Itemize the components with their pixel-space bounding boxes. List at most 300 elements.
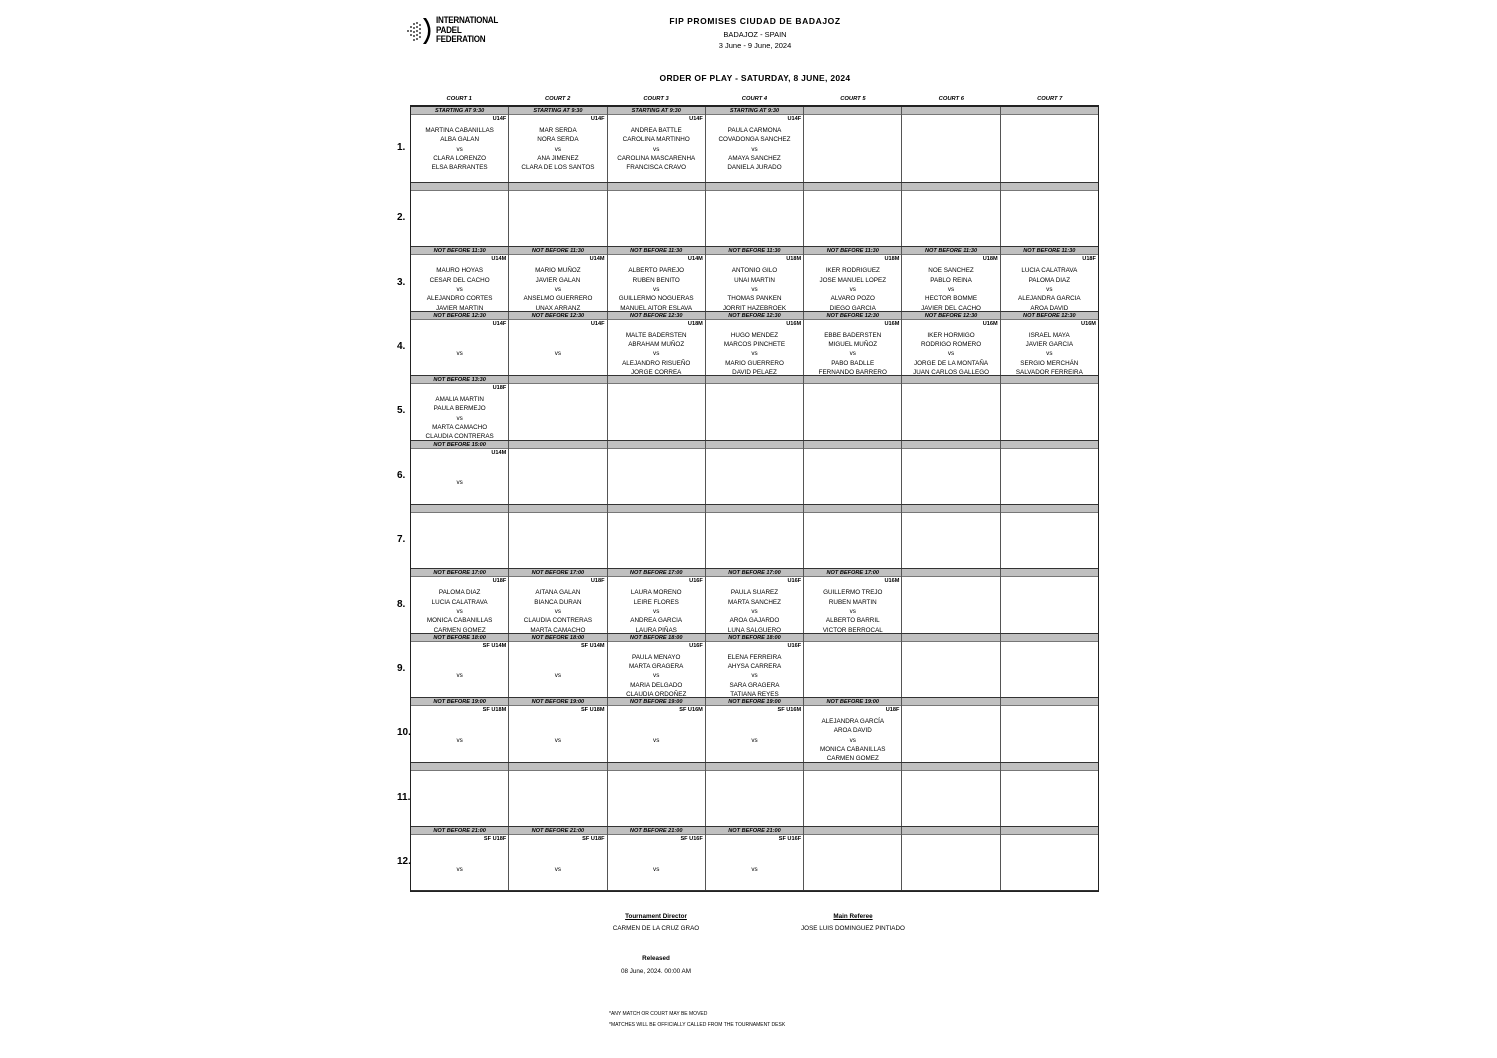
- player-name: TATIANA REYES: [730, 690, 779, 698]
- empty-cell: [509, 376, 607, 439]
- match-category: U16F: [787, 642, 802, 649]
- start-time-band: [902, 763, 999, 771]
- empty-cell: [1001, 376, 1098, 439]
- match-cell: [509, 107, 607, 182]
- start-time-band: [509, 183, 606, 191]
- start-time-band: [902, 107, 999, 115]
- vs-label: vs: [751, 607, 758, 615]
- match-cell: [804, 569, 902, 632]
- start-time-band: STARTING AT 9:30: [411, 107, 508, 115]
- empty-cell: [804, 107, 902, 182]
- start-time-band: [608, 183, 705, 191]
- start-time-band: NOT BEFORE 21:00: [509, 827, 606, 835]
- vs-label: vs: [849, 350, 856, 358]
- vs-label: vs: [849, 607, 856, 615]
- match-category: U14F: [590, 320, 605, 327]
- empty-cell: [1001, 183, 1098, 246]
- start-time-band: NOT BEFORE 12:30: [608, 312, 705, 320]
- start-time-band: NOT BEFORE 17:00: [509, 569, 606, 577]
- player-name: ALEJANDRO CORTES: [426, 295, 493, 303]
- note: *ANY MATCH OR COURT MAY BE MOVED: [609, 1011, 708, 1017]
- match-category: U18F: [492, 385, 507, 392]
- match-cell: [608, 827, 706, 890]
- empty-cell: [411, 505, 509, 568]
- empty-cell: [804, 505, 902, 568]
- match-cell: [509, 569, 607, 632]
- start-time-band: [509, 441, 606, 449]
- player-name: ALEJANDRA GARCIA: [1018, 295, 1081, 303]
- match-cell: [706, 569, 804, 632]
- tournament-title: FIP PROMISES CIUDAD DE BADAJOZ: [669, 16, 841, 26]
- match-cell: [706, 698, 804, 761]
- player-name: [411, 874, 508, 883]
- match-category: U16M: [884, 578, 900, 585]
- match-cell: [509, 698, 607, 761]
- match-category: U14M: [491, 449, 507, 456]
- empty-cell: [509, 183, 607, 246]
- match-cell: [1001, 312, 1098, 375]
- start-time-band: NOT BEFORE 12:30: [411, 312, 508, 320]
- match-cell: [804, 698, 902, 761]
- match-category: SF U14M: [482, 642, 507, 649]
- vs-label: vs: [1046, 285, 1053, 293]
- player-name: LUCIA CALATRAVA: [431, 598, 488, 606]
- vs-label: vs: [456, 145, 463, 153]
- start-time-band: [706, 763, 803, 771]
- start-time-band: NOT BEFORE 12:30: [902, 312, 999, 320]
- start-time-band: NOT BEFORE 17:00: [804, 569, 901, 577]
- match-category: U14F: [492, 320, 507, 327]
- player-name: MALTE BADERSTEN: [625, 331, 687, 339]
- vs-label: vs: [554, 736, 562, 744]
- empty-cell: [902, 376, 1000, 439]
- vs-label: vs: [554, 145, 562, 153]
- player-name: ALBERTO BARRIL: [825, 617, 880, 625]
- match-cell: [509, 827, 607, 890]
- vs-label: vs: [653, 736, 660, 744]
- player-name: [509, 855, 606, 864]
- player-name: [509, 874, 606, 883]
- match-category: U18M: [982, 256, 998, 263]
- player-name: JAVIER GARCIA: [1025, 341, 1074, 349]
- match-cell: [411, 247, 509, 310]
- empty-cell: [706, 505, 804, 568]
- vs-label: vs: [751, 672, 758, 680]
- match-category: U16M: [1081, 320, 1096, 327]
- player-name: ALVARO POZO: [830, 295, 875, 303]
- match-category: SF U16F: [680, 835, 703, 842]
- vs-label: vs: [751, 285, 758, 293]
- start-time-band: NOT BEFORE 18:00: [706, 634, 803, 642]
- row-number: 5.: [397, 405, 406, 417]
- start-time-band: [1001, 505, 1098, 513]
- player-name: JORRIT HAZEBROEK: [722, 304, 787, 312]
- player-name: ANDREA GARCIA: [630, 617, 683, 625]
- vs-label: vs: [653, 672, 660, 680]
- empty-cell: [608, 441, 706, 504]
- player-name: JAVIER DEL CACHO: [921, 304, 981, 312]
- player-name: ANA JIMENEZ: [537, 154, 579, 162]
- player-name: AROA DAVID: [833, 727, 872, 735]
- match-cell: [411, 312, 509, 375]
- empty-cell: [1001, 634, 1098, 697]
- player-name: ANTONIO GILO: [731, 267, 778, 275]
- player-name: JOSE MANUEL LOPEZ: [819, 276, 887, 284]
- vs-label: vs: [751, 736, 758, 744]
- player-name: PAULA BERMEJO: [433, 405, 486, 413]
- start-time-band: [1001, 376, 1098, 384]
- start-time-band: NOT BEFORE 19:00: [411, 698, 508, 706]
- start-time-band: NOT BEFORE 19:00: [804, 698, 901, 706]
- start-time-band: [509, 505, 606, 513]
- start-time-band: NOT BEFORE 19:00: [509, 698, 606, 706]
- start-time-band: [608, 376, 705, 384]
- match-players: [804, 266, 901, 312]
- schedule-row: [397, 698, 1098, 763]
- empty-cell: [608, 183, 706, 246]
- empty-cell: [1001, 698, 1098, 761]
- match-category: U14F: [787, 116, 802, 122]
- player-name: MAURO HOYAS: [436, 267, 484, 275]
- vs-label: vs: [947, 285, 955, 293]
- player-name: PALOMA DIAZ: [438, 589, 481, 597]
- match-cell: [902, 312, 1000, 375]
- vs-label: vs: [653, 607, 660, 615]
- vs-label: vs: [456, 414, 463, 422]
- match-players: [608, 588, 705, 634]
- row-number: 4.: [397, 340, 406, 352]
- vs-label: vs: [456, 479, 463, 487]
- start-time-band: [509, 763, 606, 771]
- match-players: [608, 126, 705, 172]
- match-players: [902, 331, 999, 377]
- player-name: [706, 874, 803, 883]
- empty-cell: [706, 183, 804, 246]
- player-name: [411, 846, 508, 855]
- empty-cell: [509, 505, 607, 568]
- player-name: MARIO GUERRERO: [725, 359, 784, 367]
- player-name: [608, 726, 705, 735]
- player-name: AITANA GALAN: [535, 589, 581, 597]
- player-name: GUILLERMO NOGUERAS: [618, 295, 694, 303]
- tournament-dates: 3 June - 9 June, 2024: [718, 41, 792, 50]
- match-players: [804, 331, 901, 377]
- player-name: [411, 662, 508, 671]
- start-time-band: NOT BEFORE 19:00: [608, 698, 705, 706]
- player-name: CARMEN GOMEZ: [433, 626, 486, 634]
- match-category: U14F: [492, 116, 507, 122]
- player-name: [608, 874, 705, 883]
- schedule-row: [397, 183, 1098, 247]
- row-number: 2.: [397, 212, 406, 224]
- empty-cell: [902, 505, 1000, 568]
- empty-cell: [804, 441, 902, 504]
- start-time-band: [509, 376, 606, 384]
- empty-cell: [706, 763, 804, 826]
- start-time-band: NOT BEFORE 17:00: [608, 569, 705, 577]
- vs-label: vs: [947, 350, 955, 358]
- match-category: U16F: [689, 578, 703, 585]
- player-name: ANSELMO GUERRERO: [523, 295, 593, 303]
- match-players: [804, 588, 901, 634]
- start-time-band: NOT BEFORE 18:00: [509, 634, 606, 642]
- match-players: [608, 266, 705, 312]
- match-players: [706, 653, 803, 699]
- player-name: CLARA LORENZO: [433, 154, 487, 162]
- player-name: PAULA SUAREZ: [730, 589, 779, 597]
- start-time-band: [804, 505, 901, 513]
- start-time-band: [804, 376, 901, 384]
- player-name: MAR SERDA: [539, 127, 577, 134]
- logo-line: PADEL: [436, 24, 462, 36]
- player-name: VICTOR BERROCAL: [822, 626, 883, 634]
- player-name: UNAI MARTIN: [734, 276, 775, 284]
- start-time-band: NOT BEFORE 15:00: [411, 441, 508, 449]
- start-time-band: [411, 763, 508, 771]
- vs-label: vs: [456, 350, 463, 358]
- player-name: [706, 717, 803, 726]
- match-players: [706, 846, 803, 892]
- player-name: AROA GAJARDO: [729, 617, 780, 625]
- start-time-band: STARTING AT 9:30: [706, 107, 803, 115]
- player-name: [411, 726, 508, 735]
- empty-cell: [902, 183, 1000, 246]
- empty-cell: [509, 763, 607, 826]
- match-cell: [509, 312, 607, 375]
- player-name: ALEJANDRA GARCÍA: [821, 718, 885, 726]
- empty-cell: [1001, 569, 1098, 632]
- player-name: [509, 331, 606, 340]
- match-cell: [804, 247, 902, 310]
- match-cell: [706, 634, 804, 697]
- player-name: MARTINA CABANILLAS: [425, 127, 494, 134]
- start-time-band: [1001, 698, 1098, 706]
- start-time-band: STARTING AT 9:30: [509, 107, 606, 115]
- player-name: [608, 846, 705, 855]
- player-name: PABO BADLLE: [831, 359, 875, 367]
- schedule-row: [397, 505, 1098, 569]
- match-players: [706, 331, 803, 377]
- player-name: LEIRE FLORES: [633, 598, 679, 606]
- match-cell: [411, 827, 509, 890]
- empty-cell: [804, 183, 902, 246]
- vs-label: vs: [653, 350, 660, 358]
- player-name: [608, 717, 705, 726]
- empty-cell: [902, 827, 1000, 890]
- player-name: MARIO MUÑOZ: [535, 267, 581, 275]
- start-time-band: [804, 763, 901, 771]
- match-players: [509, 846, 606, 892]
- released-label: Released: [642, 955, 670, 962]
- start-time-band: NOT BEFORE 21:00: [608, 827, 705, 835]
- match-cell: [411, 634, 509, 697]
- player-name: FRANCISCA CRAVO: [626, 164, 687, 172]
- schedule-row: [397, 763, 1098, 827]
- row-number: 8.: [397, 598, 406, 610]
- start-time-band: [902, 634, 999, 642]
- match-players: [608, 717, 705, 763]
- vs-label: vs: [554, 285, 562, 293]
- player-name: [411, 855, 508, 864]
- court-header: COURT 1: [446, 96, 472, 102]
- empty-cell: [1001, 505, 1098, 568]
- match-category: U14M: [687, 256, 703, 263]
- player-name: PABLO REINA: [930, 276, 972, 284]
- player-name: MARTA CAMACHO: [530, 626, 586, 634]
- player-name: [608, 883, 705, 892]
- referee-name: JOSE LUIS DOMINGUEZ PINTIADO: [801, 925, 905, 932]
- vs-label: vs: [554, 865, 562, 873]
- player-name: ALBA GALAN: [440, 136, 480, 144]
- start-time-band: NOT BEFORE 12:30: [706, 312, 803, 320]
- row-number: 7.: [397, 534, 406, 546]
- match-cell: [411, 107, 509, 182]
- player-name: MIGUEL MUÑOZ: [828, 341, 878, 349]
- vs-label: vs: [653, 145, 660, 153]
- released-date: 08 June, 2024. 00:00 AM: [620, 968, 692, 975]
- court-headers: [410, 96, 1099, 105]
- row-number: 6.: [397, 469, 406, 481]
- player-name: MONICA CABANILLAS: [820, 746, 886, 754]
- start-time-band: [902, 183, 999, 191]
- schedule-row: [397, 634, 1098, 698]
- match-cell: [411, 698, 509, 761]
- player-name: JORGE CORREA: [631, 368, 682, 376]
- player-name: [509, 653, 606, 662]
- match-cell: [509, 634, 607, 697]
- match-players: [902, 266, 999, 312]
- player-name: SARA GRAGERA: [729, 681, 780, 689]
- start-time-band: NOT BEFORE 13:30: [411, 376, 508, 384]
- start-time-band: [902, 441, 999, 449]
- player-name: ALEJANDRO RISUEÑO: [622, 359, 691, 367]
- player-name: JUAN CARLOS GALLEGO: [913, 368, 990, 376]
- player-name: [706, 883, 803, 892]
- row-number: 9.: [397, 662, 406, 674]
- director-label: Tournament Director: [625, 913, 687, 920]
- vs-label: vs: [554, 672, 562, 680]
- start-time-band: [804, 107, 901, 115]
- match-category: SF U16F: [778, 835, 802, 842]
- match-category: SF U14M: [580, 642, 605, 649]
- padel-ball-logo-icon: [404, 16, 434, 46]
- match-category: SF U18M: [482, 707, 507, 714]
- director-name: CARMEN DE LA CRUZ GRAO: [612, 925, 700, 932]
- match-cell: [804, 312, 902, 375]
- match-cell: [608, 312, 706, 375]
- player-name: CLAUDIA CONTRERAS: [523, 617, 593, 625]
- start-time-band: [411, 505, 508, 513]
- vs-label: vs: [849, 285, 856, 293]
- start-time-band: [706, 376, 803, 384]
- player-name: BIANCA DURAN: [534, 598, 582, 606]
- vs-label: vs: [554, 607, 562, 615]
- match-players: [608, 653, 705, 699]
- court-header: COURT 3: [643, 96, 669, 102]
- start-time-band: NOT BEFORE 11:30: [509, 247, 606, 255]
- player-name: LAURA MORENO: [630, 589, 682, 597]
- player-name: FERNANDO BARRERO: [818, 368, 887, 376]
- match-players: [1001, 331, 1098, 377]
- player-name: GUILLERMO TREJO: [823, 589, 883, 597]
- start-time-band: NOT BEFORE 11:30: [411, 247, 508, 255]
- court-header: COURT 4: [741, 96, 768, 102]
- player-name: AMAYA SANCHEZ: [728, 154, 781, 162]
- match-category: U18M: [687, 320, 703, 327]
- player-name: MARCOS PINCHETE: [723, 341, 786, 349]
- player-name: CAROLINA MARTINHO: [622, 136, 690, 144]
- start-time-band: NOT BEFORE 11:30: [706, 247, 803, 255]
- empty-cell: [1001, 441, 1098, 504]
- start-time-band: NOT BEFORE 11:30: [804, 247, 901, 255]
- start-time-band: [608, 441, 705, 449]
- player-name: CESAR DEL CACHO: [429, 276, 490, 284]
- match-category: U14F: [590, 116, 605, 122]
- empty-cell: [902, 107, 1000, 182]
- vs-label: vs: [456, 285, 463, 293]
- match-category: U18F: [1082, 256, 1096, 263]
- start-time-band: [411, 183, 508, 191]
- player-name: ELENA FERREIRA: [727, 653, 782, 661]
- player-name: ANDREA BATTLE: [630, 127, 682, 134]
- empty-cell: [804, 634, 902, 697]
- match-players: [608, 846, 705, 892]
- player-name: PAULA MENAYO: [631, 653, 681, 661]
- schedule-row: [397, 827, 1098, 891]
- start-time-band: [804, 183, 901, 191]
- match-players: [411, 126, 508, 172]
- player-name: DIEGO GARCIA: [829, 304, 876, 312]
- start-time-band: [804, 634, 901, 642]
- player-name: COVADONGA SANCHEZ: [718, 136, 791, 144]
- player-name: [411, 745, 508, 754]
- match-category: U18M: [786, 256, 802, 263]
- player-name: JAVIER MARTIN: [435, 304, 484, 312]
- start-time-band: [706, 441, 803, 449]
- schedule-row: [397, 247, 1098, 312]
- vs-label: vs: [653, 285, 660, 293]
- match-players: [706, 266, 803, 312]
- player-name: [411, 681, 508, 690]
- player-name: [706, 855, 803, 864]
- empty-cell: [902, 569, 1000, 632]
- start-time-band: NOT BEFORE 18:00: [608, 634, 705, 642]
- match-players: [509, 331, 606, 377]
- start-time-band: [1001, 827, 1098, 835]
- match-category: U18F: [492, 578, 507, 585]
- empty-cell: [902, 441, 1000, 504]
- player-name: [509, 883, 606, 892]
- player-name: DAVID PELAEZ: [732, 368, 777, 376]
- start-time-band: [902, 827, 999, 835]
- match-players: [706, 717, 803, 763]
- empty-cell: [804, 763, 902, 826]
- schedule-row: [397, 312, 1098, 376]
- empty-cell: [411, 183, 509, 246]
- start-time-band: [1001, 569, 1098, 577]
- player-name: [706, 726, 803, 735]
- court-header: COURT 5: [840, 96, 866, 102]
- row-number: 11.: [397, 791, 411, 803]
- match-players: [804, 717, 901, 763]
- note: *MATCHES WILL BE OFFICIALLY CALLED FROM THE TOURNAMENT DESK: [609, 1022, 786, 1028]
- schedule-grid: [397, 105, 1099, 892]
- vs-label: vs: [456, 672, 463, 680]
- match-category: SF U18M: [580, 707, 605, 714]
- player-name: [411, 487, 508, 496]
- player-name: EBBE BADERSTEN: [824, 331, 882, 339]
- tournament-location: BADAJOZ - SPAIN: [723, 30, 787, 39]
